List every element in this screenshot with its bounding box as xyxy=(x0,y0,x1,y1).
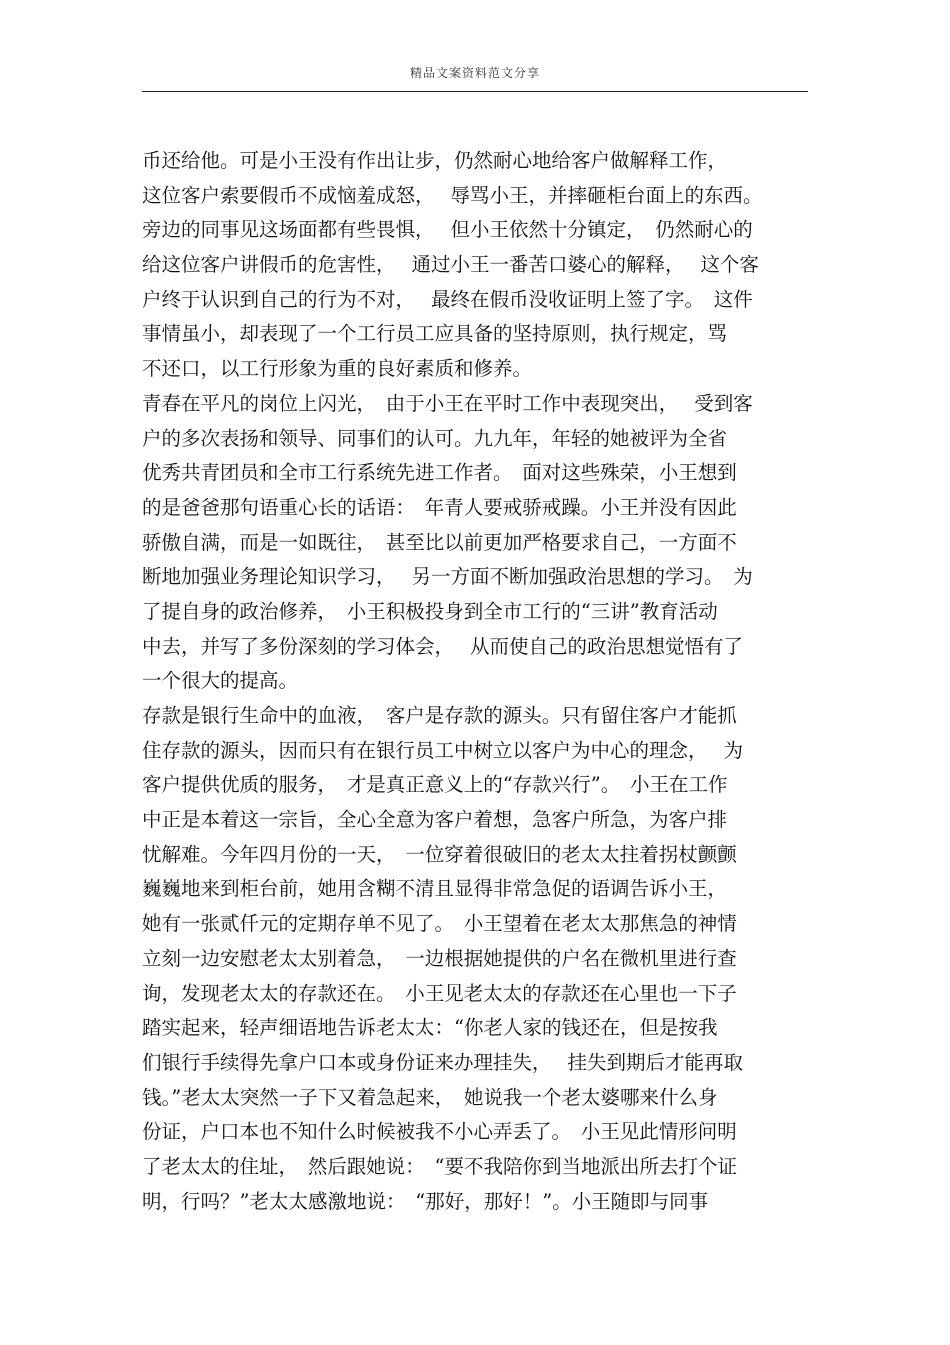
text-line: 询，发现老太太的存款还在。 小王见老太太的存款还在心里也一下子 xyxy=(142,981,737,1005)
text-line: 了提自身的政治修养， 小王积极投身到全市工行的“三讲”教育活动 xyxy=(142,599,718,623)
text-line: 了老太太的住址， 然后跟她说： “要不我陪你到当地派出所去打个证 xyxy=(142,1154,737,1178)
text-line: 忧解难。今年四月份的一天， 一位穿着很破旧的老太太拄着拐杖颤颤 xyxy=(142,842,737,866)
text-line: 青春在平凡的岗位上闪光， 由于小王在平时工作中表现突出， 受到客 xyxy=(142,391,753,415)
text-line: 巍巍地来到柜台前，她用含糊不清且显得非常急促的语调告诉小王， xyxy=(142,877,728,901)
text-line: 中正是本着这一宗旨，全心全意为客户着想，急客户所急，为客户排 xyxy=(142,808,728,832)
text-line: 存款是银行生命中的血液， 客户是存款的源头。只有留住客户才能抓 xyxy=(142,704,737,727)
text-line: 钱。”老太太突然一子下又着急起来， 她说我一个老太婆哪来什么身 xyxy=(142,1085,718,1109)
text-line: 的是爸爸那句语重心长的话语： 年青人要戒骄戒躁。小王并没有因此 xyxy=(142,495,737,519)
text-line: 中去，并写了多份深刻的学习体会， 从而使自己的政治思想觉悟有了 xyxy=(142,634,743,658)
text-line: 立刻一边安慰老太太别着急， 一边根据她提供的户名在微机里进行查 xyxy=(142,946,737,970)
text-line: 给这位客户讲假币的危害性， 通过小王一番苦口婆心的解释， 这个客 xyxy=(142,253,759,277)
text-line: 们银行手续得先拿户口本或身份证来办理挂失， 挂失到期后才能再取 xyxy=(142,1050,743,1074)
text-line: 币还给他。可是小王没有作出让步，仍然耐心地给客户做解释工作， xyxy=(142,149,728,172)
page-header: 精品文案资料范文分享 xyxy=(409,66,540,80)
text-line: 骄傲自满，而是一如既往， 甚至比以前更加严格要求自己，一方面不 xyxy=(142,530,737,554)
text-line: 旁边的同事见这场面都有些畏惧， 但小王依然十分镇定， 仍然耐心的 xyxy=(142,218,753,242)
text-line: 客户提供优质的服务， 才是真正意义上的“存款兴行”。 小王在工作 xyxy=(142,773,728,797)
text-line: 踏实起来，轻声细语地告诉老太太：“你老人家的钱还在，但是按我 xyxy=(142,1016,718,1040)
text-line: 住存款的源头，因而只有在银行员工中树立以客户为中心的理念， 为 xyxy=(142,738,743,762)
text-line: 明，行吗？”老太太感激地说： “那好，那好！”。小王随即与同事 xyxy=(142,1189,709,1213)
text-line: 一个很大的提高。 xyxy=(142,669,299,693)
header-divider xyxy=(142,91,808,92)
text-line: 不还口，以工行形象为重的良好素质和修养。 xyxy=(142,357,533,381)
text-line: 份证，户口本也不知什么时候被我不小心弄丢了。 小王见此情形问明 xyxy=(142,1120,737,1144)
text-line: 这位客户索要假币不成恼羞成怒， 辱骂小王，并摔砸柜台面上的东西。 xyxy=(142,183,763,207)
document-body xyxy=(142,144,812,1219)
text-line: 优秀共青团员和全市工行系统先进工作者。 面对这些殊荣，小王想到 xyxy=(142,461,737,485)
text-line: 她有一张贰仟元的定期存单不见了。 小王望着在老太太那焦急的神情 xyxy=(142,912,737,936)
text-line: 断地加强业务理论知识学习， 另一方面不断加强政治思想的学习。 为 xyxy=(142,565,753,589)
text-line: 事情虽小，却表现了一个工行员工应具备的坚持原则，执行规定，骂 xyxy=(142,322,728,346)
text-line: 户终于认识到自己的行为不对， 最终在假币没收证明上签了字。 这件 xyxy=(142,287,753,311)
text-line: 户的多次表扬和领导、同事们的认可。九九年，年轻的她被评为全省 xyxy=(142,426,728,450)
